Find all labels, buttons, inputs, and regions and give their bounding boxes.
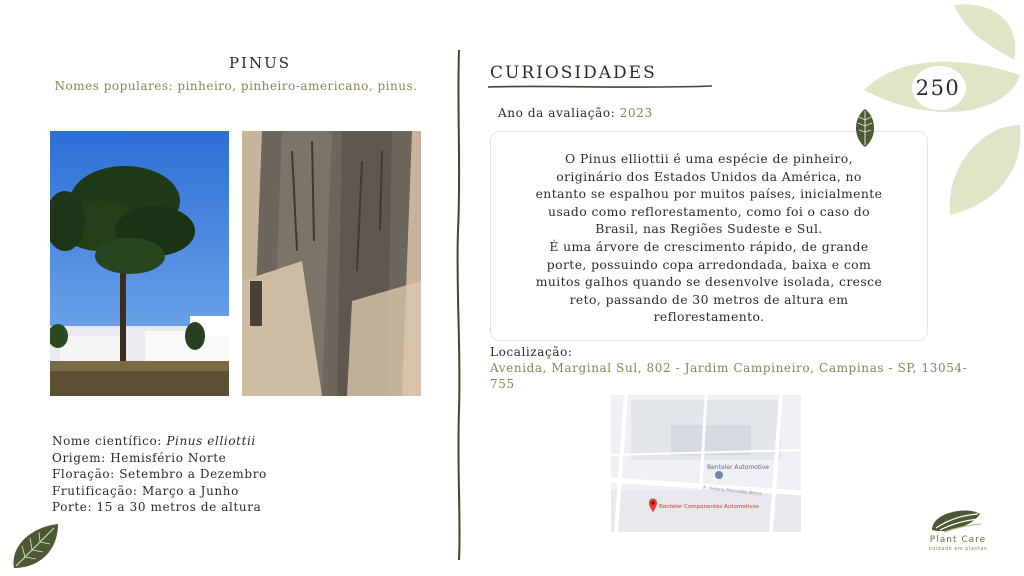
- description-line: É uma árvore de crescimento rápido, de grande: [549, 238, 869, 254]
- evaluation-year: Ano da avaliação: 2023: [498, 106, 653, 120]
- brand-tagline: cuidado em plantas: [928, 546, 988, 552]
- brand-name: Plant Care: [929, 535, 987, 545]
- flowering: Floração: Setembro a Dezembro: [52, 467, 267, 481]
- map-label: Benteler Componentes Automotivos: [659, 504, 759, 510]
- description-line: Brasil, nas Regiões Sudeste e Sul.: [595, 221, 823, 237]
- map-label: Benteler Automotive: [707, 464, 770, 471]
- location-map[interactable]: [611, 395, 801, 532]
- description-line: muitos galhos quando se desenvolve isolada, cresce: [535, 274, 883, 290]
- description-line: entanto se espalhou por muitos países, inicialmente: [535, 186, 883, 202]
- location-label: Localização:: [490, 345, 573, 359]
- scientific-name: Nome científico: Pinus elliottii: [52, 434, 256, 448]
- size: Porte: 15 a 30 metros de altura: [52, 500, 262, 514]
- leaf-icon: [852, 108, 878, 148]
- fruiting: Frutificação: Março a Junho: [52, 483, 239, 498]
- popular-names: Nomes populares: pinheiro, pinheiro-americano, pinus.: [54, 79, 418, 93]
- description-line: O Pinus elliottii é uma espécie de pinheiro,: [565, 151, 853, 166]
- title-underline: [488, 84, 712, 90]
- description-line: reflorestamento.: [653, 309, 765, 325]
- origin: Origem: Hemisfério Norte: [52, 450, 227, 465]
- plant-facts: [52, 433, 267, 516]
- plant-title: PINUS: [228, 54, 292, 72]
- tree-photo: [50, 131, 229, 396]
- vertical-divider: [452, 50, 466, 560]
- section-title: CURIOSIDADES: [490, 63, 657, 83]
- description-line: originário dos Estados Unidos da América, no: [556, 168, 862, 184]
- bark-photo: [242, 131, 421, 396]
- map-label: R. Helena Mercedes Bernz: [702, 486, 762, 498]
- location-address[interactable]: Avenida, Marginal Sul, 802 - Jardim Campineiro, Campinas - SP, 13054-755: [490, 361, 968, 391]
- description-line: usado como reflorestamento, como foi o caso do: [548, 203, 870, 219]
- description-line: reto, passando de 30 metros de altura em: [569, 291, 849, 307]
- page-number: 250: [915, 76, 961, 100]
- leaf-icon: [10, 522, 60, 570]
- description-line: porte, possuindo copa arredondada, baixa e com: [546, 256, 872, 272]
